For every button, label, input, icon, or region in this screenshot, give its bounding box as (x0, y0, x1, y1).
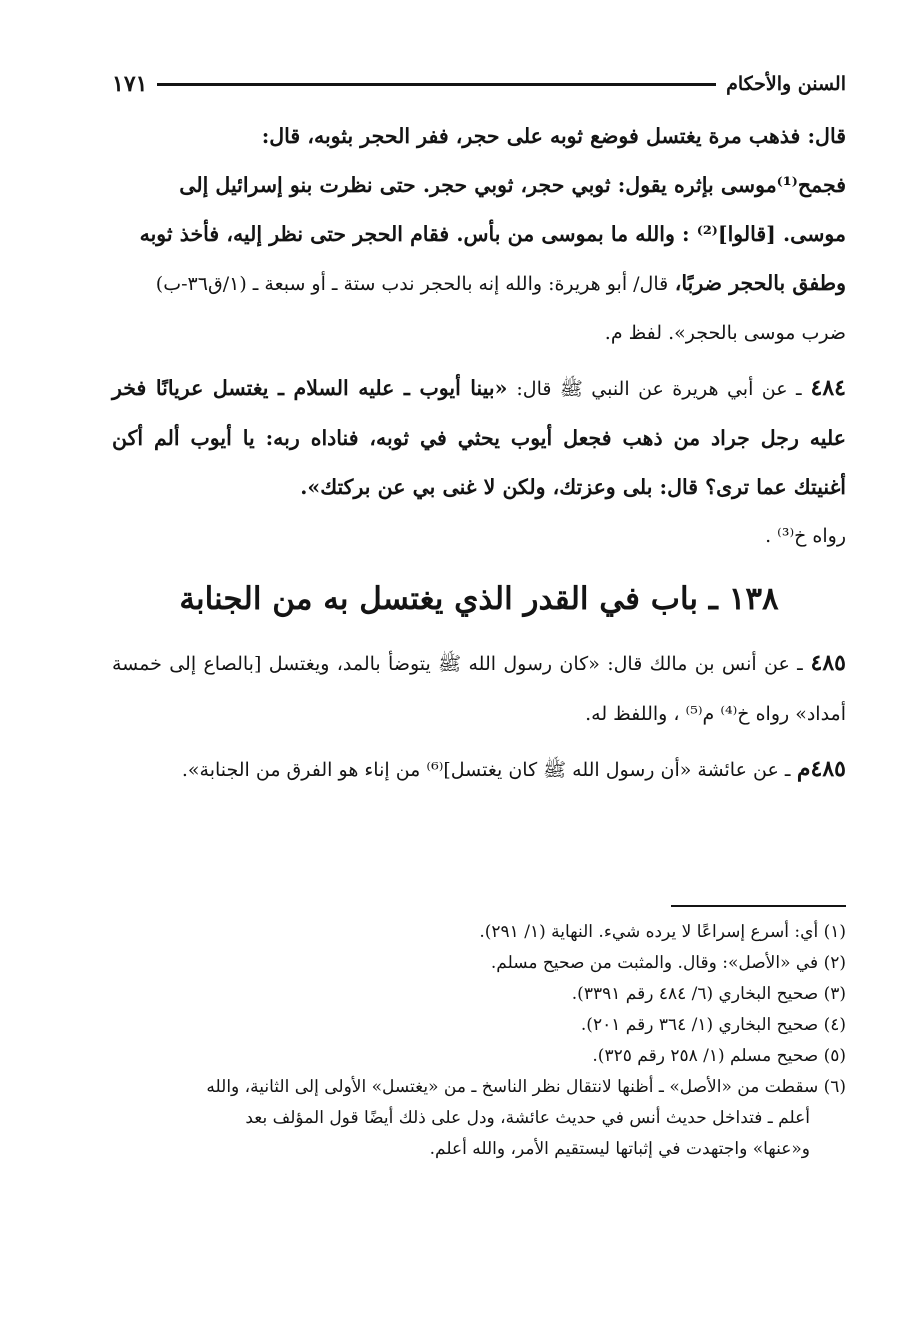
running-title: السنن والأحكام (726, 73, 846, 95)
footnote-continuation: أعلم ـ فتداخل حديث أنس في حديث عائشة، ودل على ذلك أيضًا قول المؤلف بعد (245, 1108, 810, 1128)
hadith-number: ٤٨٥م (796, 756, 846, 782)
page-header (112, 64, 846, 104)
hadith-reference: رواه خ⁽³⁾ . (765, 525, 846, 547)
footnote: (٣) صحيح البخاري (٦/ ٤٨٤ رقم ٣٣٩١). (571, 984, 846, 1004)
hadith-text: ـ عن أنس بن مالك قال: «كان رسول الله ﷺ يتوضأ بالمد، ويغتسل [بالصاع إلى خمسة أمداد» رواه خ⁽⁴⁾ م⁽⁵⁾ ، واللفظ له. (112, 653, 846, 725)
footnote-rule (671, 905, 846, 907)
hadith-485m (112, 745, 846, 795)
text-line-tail: قال/ أبو هريرة: والله إنه بالحجر ندب ستة ـ أو سبعة ـ (١/ق٣٦-ب) (155, 273, 669, 295)
text-line: قال: فذهب مرة يغتسل فوضع ثوبه على حجر، ففر الحجر بثوبه، قال: (261, 124, 846, 148)
text-line: فجمح⁽¹⁾موسى بإثره يقول: ثوبي حجر، ثوبي حجر. حتى نظرت بنو إسرائيل إلى (179, 173, 846, 197)
footnote: (٢) في «الأصل»: وقال. والمثبت من صحيح مسلم. (490, 953, 846, 973)
text-line-start: وطفق بالحجر ضربًا، (674, 271, 846, 295)
footnote: (٦) سقطت من «الأصل» ـ أظنها لانتقال نظر الناسخ ـ من «يغتسل» الأولى إلى الثانية، والله (206, 1077, 846, 1097)
text-line: موسى. [قالوا]⁽²⁾ : والله ما بموسى من بأس. فقام الحجر حتى نظر إليه، فأخذ ثوبه (139, 222, 846, 246)
hadith-number: ٤٨٤ (810, 375, 846, 401)
hadith-number: ٤٨٥ (810, 650, 846, 676)
hadith-text: ـ عن عائشة «أن رسول الله ﷺ كان يغتسل]⁽⁶⁾ من إناء هو الفرق من الجنابة». (181, 759, 791, 781)
main-text (112, 112, 846, 795)
text-line: ضرب موسى بالحجر». لفظ م. (604, 322, 846, 344)
footnote: (١) أي: أسرع إسراعًا لا يرده شيء. النهاية (١/ ٢٩١). (479, 922, 846, 942)
footnote: (٥) صحيح مسلم (١/ ٢٥٨ رقم ٣٢٥). (592, 1046, 846, 1066)
footnote-continuation: و«عنها» واجتهدت في إثباتها ليستقيم الأمر، والله أعلم. (429, 1139, 810, 1159)
chapter-heading: ١٣٨ ـ باب في القدر الذي يغتسل به من الجنابة (179, 581, 779, 617)
text-line (0, 259, 846, 309)
header-rule (157, 83, 716, 86)
hadith-485 (112, 639, 846, 739)
page-number: ١٧١ (112, 71, 148, 97)
footnote: (٤) صحيح البخاري (١/ ٣٦٤ رقم ٢٠١). (580, 1015, 846, 1035)
footnotes (112, 917, 846, 1165)
hadith-intro: ـ عن أبي هريرة عن النبي ﷺ قال: (516, 378, 802, 400)
hadith-text: «بينا أيوب ـ عليه السلام ـ يغتسل عريانًا فخر عليه رجل جراد من ذهب فجعل أيوب يحثي في ثوبه، فناداه ربه: يا أيوب ألم أكن أغنيتك عما ترى؟ قال: بلى وعزتك، ولكن لا غنى بي عن بركتك». (112, 376, 846, 499)
hadith-484 (112, 364, 846, 512)
